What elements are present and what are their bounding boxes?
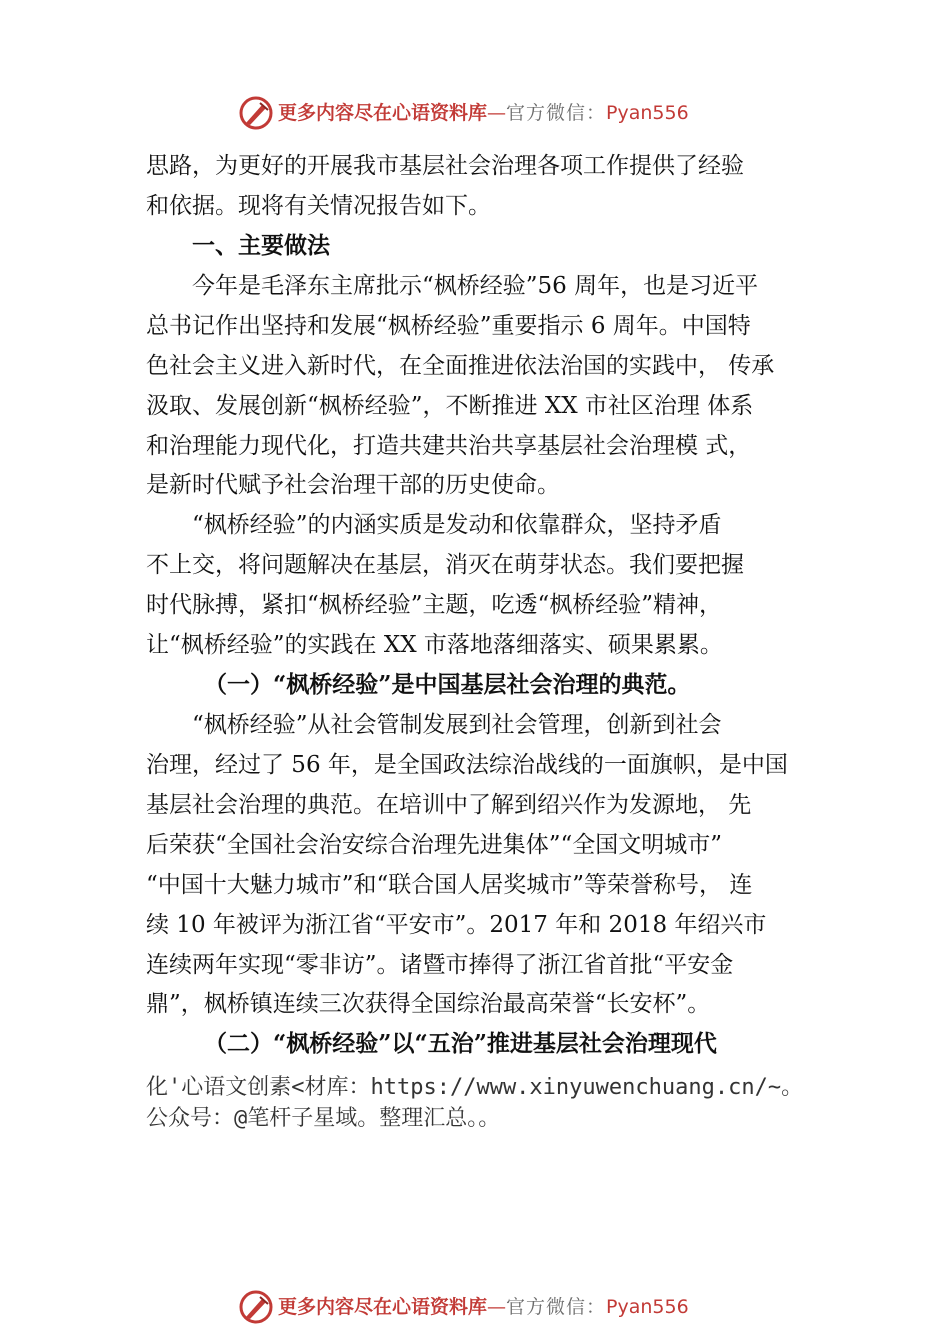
body-line: 连续两年实现“零非访”。诸暨市捧得了浙江省首批“平安金: [146, 952, 734, 978]
body-line: “中国十大魅力城市”和“联合国人居奖城市”等荣誉称号， 连: [146, 872, 753, 898]
body-line: 后荣获“全国社会治安综合治理先进集体”“全国文明城市”: [146, 832, 723, 858]
banner-dash: —: [487, 1296, 507, 1318]
body-line: “枫桥经验”的内涵实质是发动和依靠群众，坚持矛盾: [192, 512, 722, 538]
body-line: 时代脉搏，紧扣“枫桥经验”主题，吃透“枫桥经验”精神，: [146, 592, 723, 618]
banner-label: 官方微信：: [506, 102, 607, 124]
banner-text: [278, 1295, 689, 1319]
body-line: 治理，经过了 56 年，是全国政法综治战线的一面旗帜，是中国: [146, 752, 788, 778]
body-line: 汲取、发展创新“枫桥经验”，不断推进 XX 市社区治理 体系: [146, 393, 754, 419]
body-line: “枫桥经验”从社会管制发展到社会管理，创新到社会: [192, 712, 722, 738]
banner-wechat-id: Pyan556: [606, 102, 689, 124]
body-line: 是新时代赋予社会治理干部的历史使命。: [146, 472, 560, 498]
banner-prefix: 更多内容尽在心语资料库: [278, 1296, 488, 1318]
body-line: 色社会主义进入新时代，在全面推进依法治国的实践中， 传承: [146, 353, 775, 379]
body-line: 让“枫桥经验”的实践在 XX 市落地落细落实、硕果累累。: [146, 632, 723, 658]
banner-text: [278, 101, 689, 125]
source-note-line: 化'心语文创素<材库：https://www.xinyuwenchuang.cn/~。: [146, 1075, 804, 1100]
subsection-heading: （二）“枫桥经验”以“五治”推进基层社会治理现代: [204, 1030, 717, 1057]
header-banner: [0, 93, 950, 133]
source-note-line: 公众号：@笔杆子星域。整理汇总。。: [146, 1106, 501, 1131]
body-line: 不上交，将问题解决在基层，消灭在萌芽状态。我们要把握: [146, 552, 744, 578]
body-line: 和依据。现将有关情况报告如下。: [146, 193, 491, 219]
body-line: 基层社会治理的典范。在培训中了解到绍兴作为发源地， 先: [146, 792, 752, 818]
banner-dash: —: [487, 102, 507, 124]
banner-label: 官方微信：: [506, 1296, 607, 1318]
footer-banner: [0, 1287, 950, 1327]
banner-prefix: 更多内容尽在心语资料库: [278, 102, 488, 124]
body-line: 续 10 年被评为浙江省“平安市”。2017 年和 2018 年绍兴市: [146, 912, 767, 938]
pen-logo-icon: [238, 1289, 274, 1325]
body-line: 和治理能力现代化，打造共建共治共享基层社会治理模 式，: [146, 433, 752, 459]
pen-logo-icon: [238, 95, 274, 131]
body-line: 思路，为更好的开展我市基层社会治理各项工作提供了经验: [146, 153, 744, 179]
banner-wechat-id: Pyan556: [606, 1296, 689, 1318]
body-line: 今年是毛泽东主席批示“枫桥经验”56 周年，也是习近平: [192, 273, 759, 299]
section-heading: 一、主要做法: [192, 233, 330, 259]
body-line: 鼎”，枫桥镇连续三次获得全国综治最高荣誉“长安杯”。: [146, 991, 711, 1017]
subsection-heading: （一）“枫桥经验”是中国基层社会治理的典范。: [204, 671, 691, 698]
body-line: 总书记作出坚持和发展“枫桥经验”重要指示 6 周年。中国特: [146, 313, 751, 339]
